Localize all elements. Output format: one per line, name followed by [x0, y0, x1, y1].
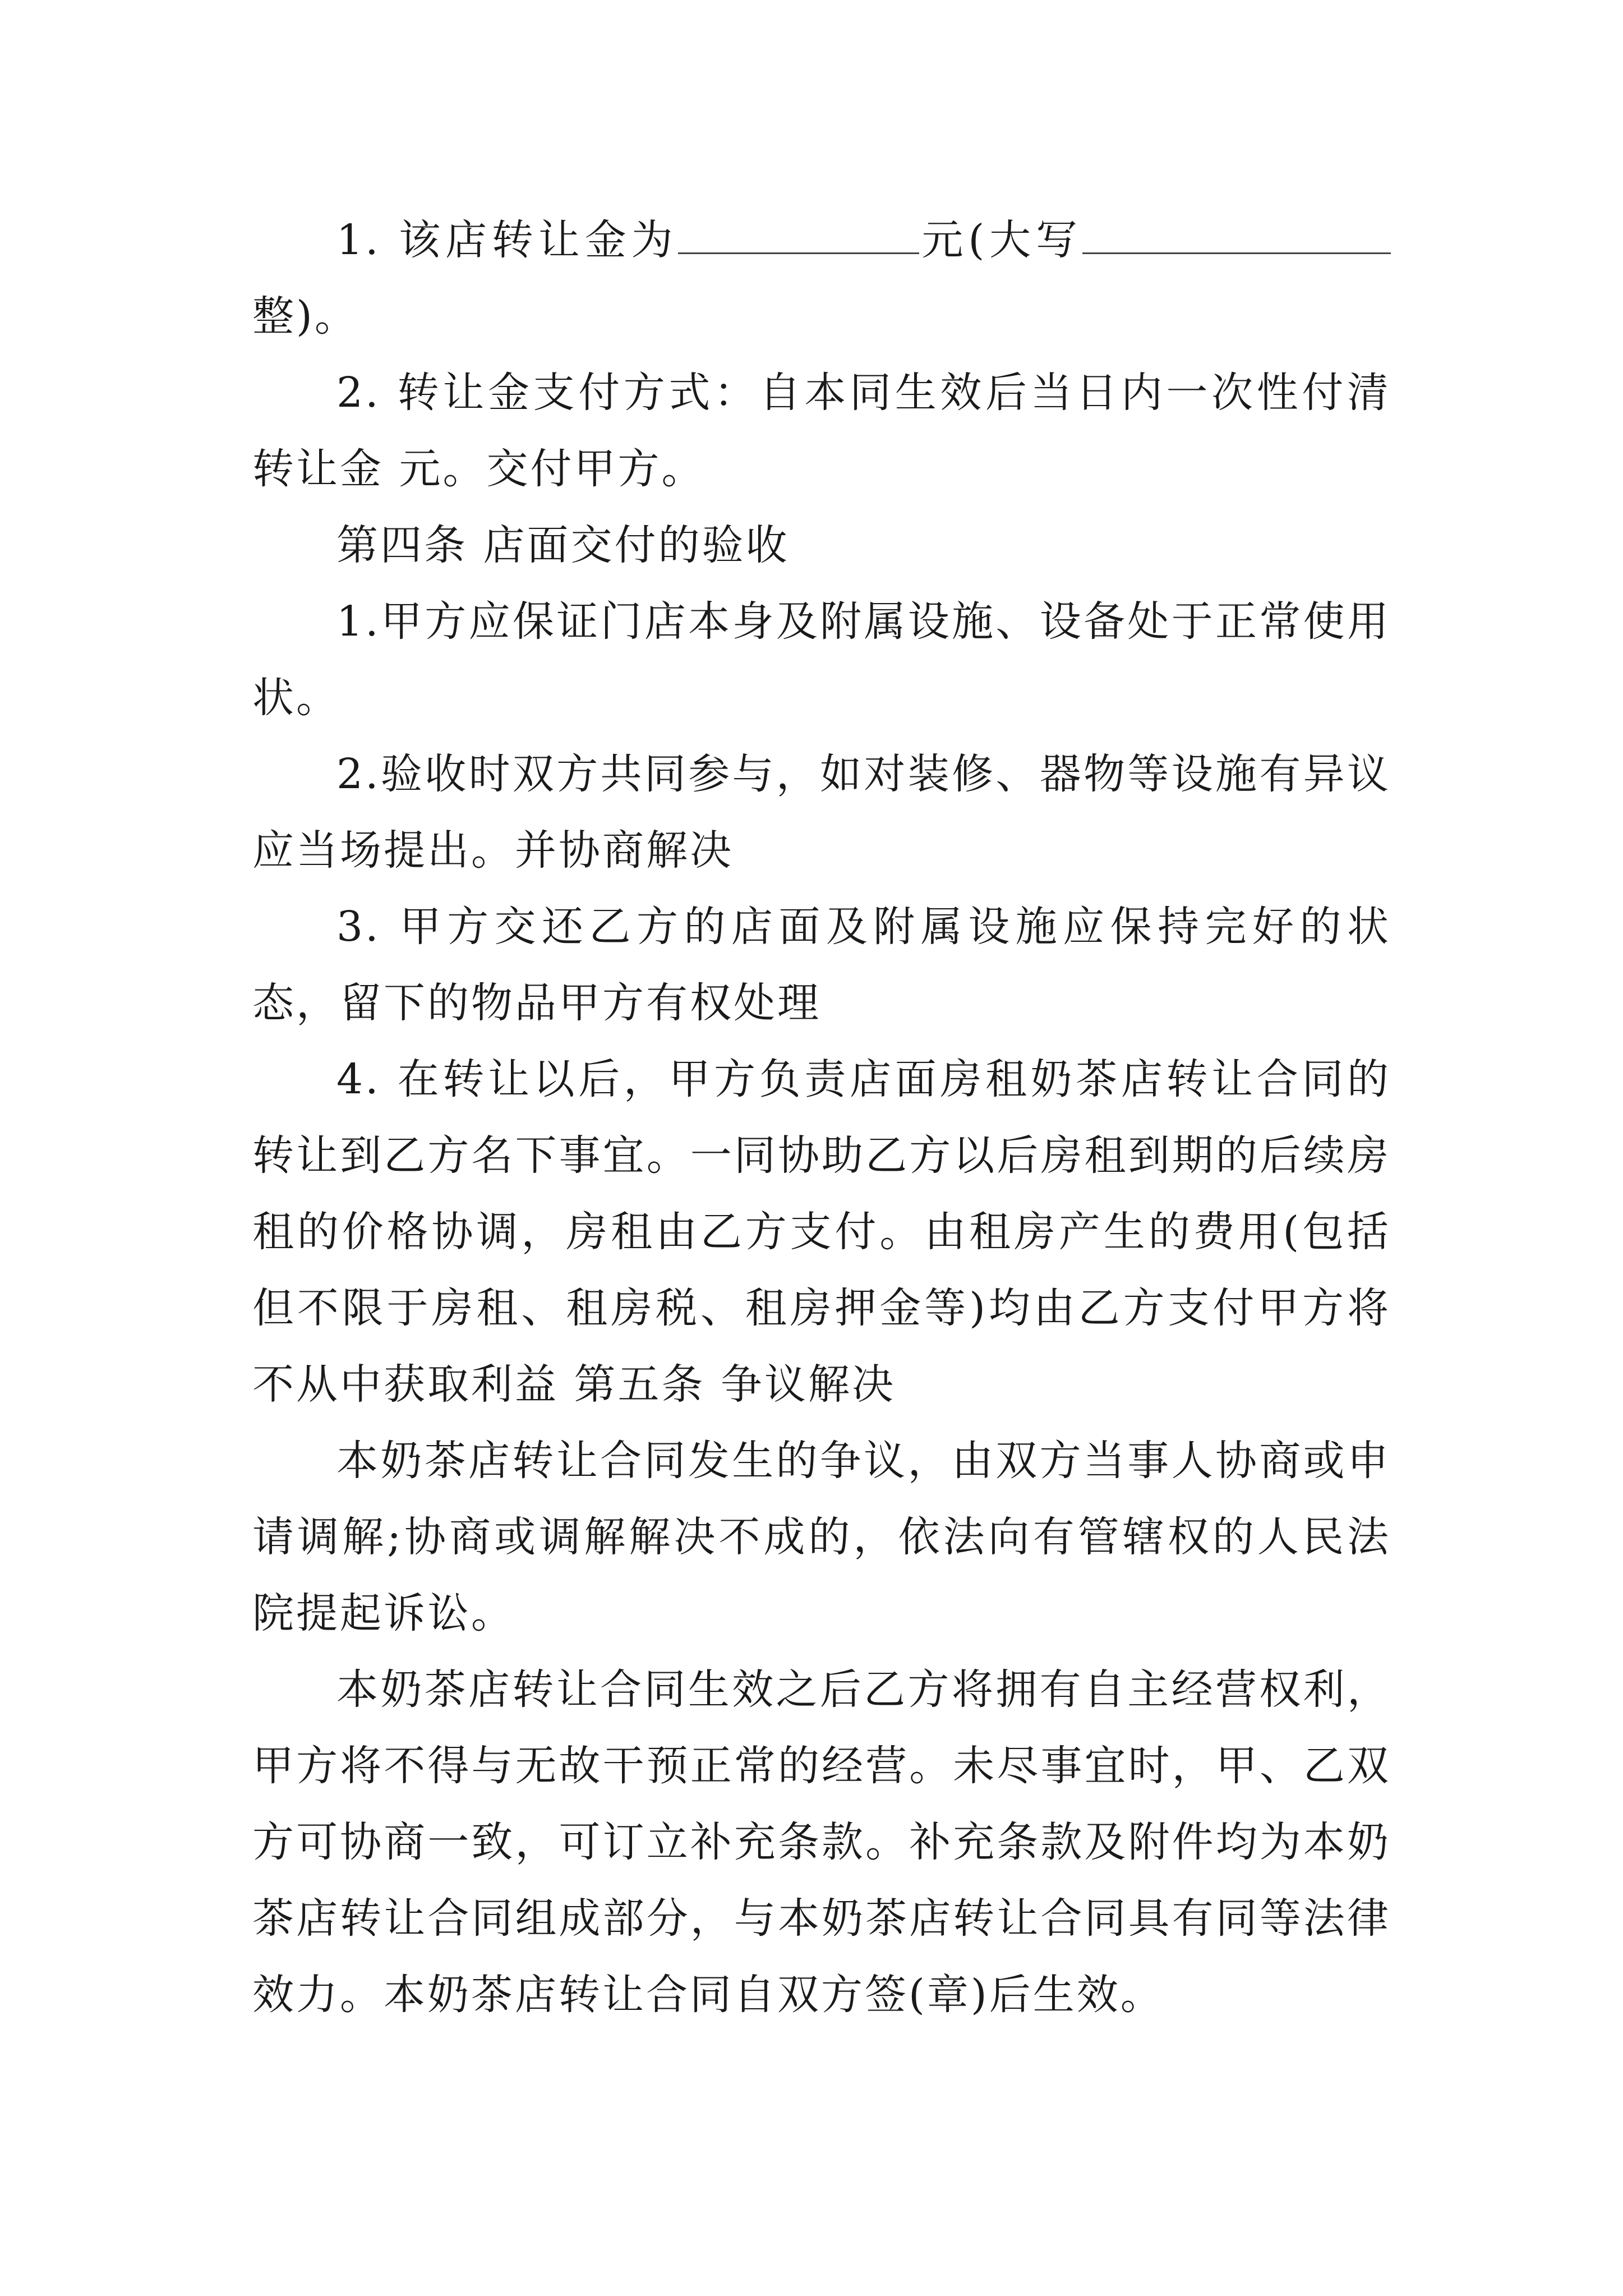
paragraph-joint-inspection: 2.验收时双方共同参与，如对装修、器物等设施有异议应当场提出。并协商解决	[252, 750, 1391, 875]
paragraph-dispute-resolution: 本奶茶店转让合同发生的争议，由双方当事人协商或申请调解;协商或调解解决不成的，依法向有管辖权的人民法院提起诉讼。	[252, 1437, 1391, 1637]
transfer-fee-label: 1. 该店转让金为	[336, 216, 678, 264]
heading-article-4: 第四条 店面交付的验收	[336, 521, 790, 569]
transfer-fee-suffix: 整)。	[252, 292, 358, 341]
paragraph-payment-method: 2. 转让金支付方式：自本同生效后当日内一次性付清转让金 元。交付甲方。	[252, 369, 1391, 493]
paragraph-facility-guarantee: 1.甲方应保证门店本身及附属设施、设备处于正常使用状。	[252, 597, 1391, 722]
document-body	[252, 202, 1391, 2033]
paragraph-transfer-fee	[252, 202, 1391, 355]
transfer-fee-capital-label: 元(大写	[919, 216, 1082, 264]
paragraph-rent-transfer: 4. 在转让以后，甲方负责店面房租奶茶店转让合同的转让到乙方名下事宜。一同协助乙方以后房租到期的后续房租的价格协调，房租由乙方支付。由租房产生的费用(包括但不限于房租、租房税、租房押金等)均由乙方支付甲方将不从中获取利益 第五条 争议解决	[252, 1055, 1391, 1409]
paragraph-return-condition: 3. 甲方交还乙方的店面及附属设施应保持完好的状态，留下的物品甲方有权处理	[252, 903, 1391, 1027]
transfer-fee-amount-blank	[678, 219, 919, 254]
paragraph-effectiveness: 本奶茶店转让合同生效之后乙方将拥有自主经营权利，甲方将不得与无故干预正常的经营。未尽事宜时，甲、乙双方可协商一致，可订立补充条款。补充条款及附件均为本奶茶店转让合同组成部分，与本奶茶店转让合同具有同等法律效力。本奶茶店转让合同自双方签(章)后生效。	[252, 1665, 1391, 2019]
transfer-fee-capital-blank	[1082, 219, 1391, 254]
